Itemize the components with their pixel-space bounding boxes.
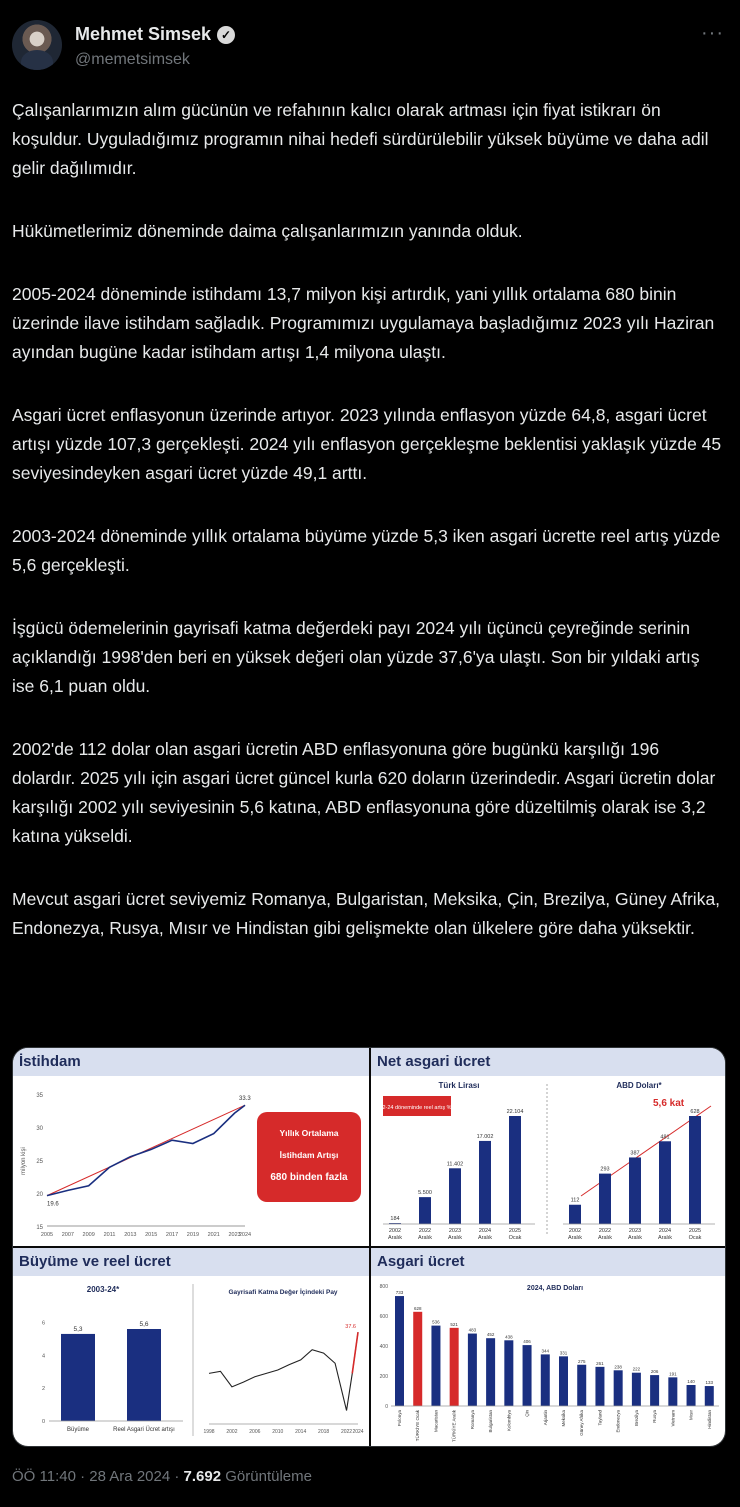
y-tick-label: 800 (379, 1284, 388, 1290)
y-tick-label: 4 (41, 1353, 45, 1360)
bar (419, 1197, 431, 1224)
data-label: 37.6 (345, 1324, 356, 1331)
bar (504, 1340, 513, 1406)
x-tick-label: Güney Afrika (579, 1410, 585, 1436)
bar (705, 1386, 714, 1406)
bar (687, 1385, 696, 1406)
callout-text: İstihdam Artışı (279, 1150, 339, 1160)
x-tick-label: Ocak (508, 1235, 522, 1241)
bar (541, 1354, 550, 1406)
x-tick-label: Çin (524, 1410, 530, 1417)
x-tick-label: Romanya (469, 1410, 475, 1430)
more-options-icon[interactable]: ··· (701, 22, 724, 44)
chart-net-asgari-ucret[interactable] (371, 1048, 725, 1246)
bar-value-label: 5,3 (73, 1325, 83, 1333)
y-tick-label: 6 (41, 1320, 45, 1327)
x-tick-label: Reel Asgari Ücret artışı (113, 1427, 175, 1433)
recent-increase-line (352, 1332, 358, 1373)
x-tick-label: Aralık (567, 1235, 583, 1241)
x-tick-label: Macaristan (433, 1410, 439, 1433)
x-tick-label: Aralık (657, 1235, 673, 1241)
bar (569, 1205, 581, 1224)
author-name-row (75, 24, 235, 45)
x-tick-label: 2009 (82, 1232, 95, 1238)
x-tick-label: Kolombiya (506, 1410, 512, 1432)
bar (614, 1370, 623, 1406)
bar (450, 1328, 459, 1406)
x-tick-label: 2024 (658, 1228, 672, 1234)
y-tick-label: 20 (36, 1192, 43, 1198)
tweet-paragraph: Hükümetlerimiz döneminde daima çalışanlarımızın yanında olduk. (12, 221, 523, 241)
x-tick-label: Hindistan (706, 1410, 712, 1429)
chart-title: Asgari ücret (371, 1248, 725, 1276)
x-tick-label: Ocak (688, 1235, 702, 1241)
tweet-time[interactable]: ÖÖ 11:40 (12, 1468, 76, 1485)
x-tick-label: 2014 (295, 1429, 307, 1435)
employment-chart (13, 1076, 369, 1246)
x-tick-label: Vietnam (670, 1410, 676, 1427)
verified-badge-icon: ✓ (217, 26, 235, 44)
chart-title: Büyüme ve reel ücret (13, 1248, 369, 1276)
minimum-wage-comparison-chart (371, 1276, 725, 1446)
x-tick-label: Aralık (477, 1235, 493, 1241)
y-tick-label: 200 (379, 1374, 388, 1380)
x-tick-label: Bulgaristan (488, 1410, 494, 1433)
bar (486, 1338, 495, 1406)
y-tick-label: 25 (36, 1159, 43, 1165)
bar-value-label: 112 (570, 1197, 580, 1204)
x-tick-label: 2006 (249, 1429, 261, 1435)
x-tick-label: Polonya (397, 1410, 402, 1427)
bar (559, 1356, 568, 1406)
bar (629, 1157, 641, 1224)
x-tick-label: Aralık (387, 1235, 403, 1241)
x-tick-label: TÜRKİYE Ocak (415, 1410, 421, 1442)
x-tick-label: 2022 (340, 1429, 353, 1435)
tweet-header (12, 20, 728, 76)
bar (595, 1367, 604, 1406)
x-tick-label: 2022 (598, 1228, 612, 1234)
x-tick-label: 2021 (207, 1232, 220, 1238)
x-tick-label: 2018 (318, 1429, 330, 1435)
note-text: 2002-24 döneminde reel artış %218 (373, 1105, 461, 1111)
bar-value-label: 206 (650, 1369, 659, 1375)
bar-value-label: 481 (660, 1134, 670, 1141)
x-tick-label: 2024 (238, 1232, 252, 1238)
bar-value-label: 628 (690, 1109, 700, 1115)
bar-value-label: 140 (687, 1379, 695, 1384)
bar-value-label: 5.500 (418, 1190, 432, 1197)
bar-value-label: 387 (630, 1150, 640, 1157)
author-handle[interactable]: @memetsimsek (75, 51, 190, 68)
bar (668, 1377, 677, 1406)
chart-asgari-ucret[interactable] (371, 1248, 725, 1446)
x-tick-label: Aralık (597, 1235, 613, 1241)
bar-value-label: 438 (505, 1334, 513, 1340)
tweet-paragraph: Çalışanlarımızın alım gücünün ve refahının kalıcı olarak artması için fiyat istikrarı ön koşuldur. Uyguladığımız programın nihai hedefi sürdürülebilir yüksek büyüme ve daha adil gelir dağılımıdır. (12, 100, 709, 178)
bar (659, 1141, 671, 1224)
bar-value-label: 406 (523, 1339, 531, 1345)
panel-subtitle: ABD Doları* (616, 1081, 662, 1090)
view-count: 7.692 (183, 1468, 222, 1485)
bar (632, 1373, 641, 1406)
x-tick-label: Aralık (417, 1235, 433, 1241)
x-tick-label: 2010 (272, 1429, 284, 1435)
bar (577, 1365, 586, 1406)
x-tick-label: Brezilya (633, 1410, 639, 1427)
bar (479, 1141, 491, 1224)
panel-subtitle: 2024, ABD Doları (526, 1285, 584, 1292)
tweet-paragraph: Mevcut asgari ücret seviyemiz Romanya, Bulgaristan, Meksika, Çin, Brezilya, Güney Afrika, Endonezya, Rusya, Mısır ve Hindistan gibi gelişmekte olan ülkelere göre daha yüksektir. (12, 889, 721, 938)
x-tick-label: 2002 (388, 1228, 402, 1234)
note-text: 5,6 kat (653, 1098, 685, 1109)
separator: · (174, 1468, 180, 1485)
tweet-footer (12, 1468, 312, 1485)
x-tick-label: 2005 (40, 1232, 54, 1238)
x-tick-label: Büyüme (66, 1427, 90, 1433)
x-tick-label: Aralık (627, 1235, 643, 1241)
bar-value-label: 275 (577, 1358, 586, 1364)
tweet-paragraph: 2002'de 112 dolar olan asgari ücretin ABD enflasyonuna göre bugünkü karşılığı 196 dolardır. 2025 yılı için asgari ücret güncel kurla 620 doların üzerindedir. Asgari ücretin dolar karşılığı 2002 yılı seviyesinin 5,6 katına, ABD enflasyonuna göre düzeltilmiş olarak ise 3,2 katına yükseldi. (12, 739, 716, 846)
bar-value-label: 5,6 (139, 1321, 149, 1328)
bar (523, 1345, 532, 1406)
tweet-paragraph: 2005-2024 döneminde istihdamı 13,7 milyon kişi artırdık, yani yıllık ortalama 680 binin üzerinde ilave istihdam sağladık. Programımızı uygulamaya başladığımız 2023 yılı Haziran ayından bugüne kadar istihdam artışı 1,4 milyona ulaştı. (12, 284, 715, 362)
x-tick-label: 1998 (203, 1429, 215, 1435)
bar-value-label: 22.104 (506, 1109, 524, 1115)
y-tick-label: 0 (41, 1419, 45, 1425)
bar (468, 1334, 477, 1406)
bar-value-label: 521 (450, 1321, 458, 1327)
bar-value-label: 133 (705, 1380, 714, 1386)
chart-title: İstihdam (13, 1048, 369, 1076)
net-wage-chart (371, 1076, 725, 1246)
x-tick-label: Meksika (561, 1410, 566, 1427)
x-tick-label: Tayland (597, 1410, 603, 1426)
bar-value-label: 483 (468, 1327, 477, 1333)
line-chart-title: Gayrisafi Katma Değer İçindeki Pay (228, 1289, 338, 1296)
y-tick-label: 35 (36, 1093, 43, 1099)
chart-title: Net asgari ücret (371, 1048, 725, 1076)
x-tick-label: Rusya (652, 1410, 658, 1423)
views-label: Görüntüleme (225, 1468, 312, 1485)
bar (127, 1329, 161, 1421)
bar (689, 1116, 701, 1224)
panel-subtitle: Türk Lirası (438, 1081, 480, 1090)
bar-value-label: 452 (486, 1332, 495, 1338)
bar-value-label: 184 (390, 1216, 400, 1223)
tweet-date[interactable]: 28 Ara 2024 (89, 1468, 171, 1485)
x-tick-label: 2023 (628, 1228, 642, 1234)
avatar[interactable] (12, 20, 62, 70)
x-tick-label: 2025 (508, 1228, 522, 1234)
bar-value-label: 222 (632, 1366, 641, 1372)
data-label: 19.6 (47, 1201, 59, 1208)
y-tick-label: 30 (36, 1126, 43, 1132)
x-tick-label: 2023 (228, 1232, 241, 1238)
y-tick-label: 0 (385, 1404, 388, 1410)
bar-value-label: 238 (614, 1364, 622, 1370)
bar (650, 1375, 659, 1406)
x-tick-label: TÜRKİYE Aralık (451, 1410, 457, 1443)
bar-value-label: 536 (432, 1319, 440, 1325)
bar (599, 1174, 611, 1224)
bar (431, 1326, 440, 1406)
bar-value-label: 733 (395, 1290, 404, 1296)
x-tick-label: 2015 (145, 1232, 158, 1238)
bar (61, 1334, 95, 1421)
bar-value-label: 191 (669, 1371, 677, 1377)
panel-subtitle: 2003-24* (86, 1285, 120, 1294)
bar-value-label: 331 (559, 1350, 568, 1356)
x-tick-label: 2023 (448, 1228, 462, 1234)
x-tick-label: Arjantin (542, 1410, 548, 1426)
bar-value-label: 628 (413, 1305, 422, 1311)
chart-istihdam[interactable] (13, 1048, 369, 1246)
x-tick-label: 2024 (352, 1429, 364, 1435)
media-grid[interactable] (12, 1047, 726, 1447)
tweet-paragraph: İşgücü ödemelerinin gayrisafi katma değerdeki payı 2024 yılı üçüncü çeyreğinde serinin açıklandığı 1998'den beri en yüksek değeri olan yüzde 37,6'ya ulaştı. Son bir yıldaki artış ise 6,1 puan oldu. (12, 618, 700, 696)
bar-value-label: 17.002 (476, 1133, 494, 1140)
y-tick-label: 15 (36, 1225, 43, 1231)
y-axis-label: milyon kişi (21, 1147, 27, 1175)
x-tick-label: 2025 (688, 1228, 702, 1234)
separator: · (80, 1468, 86, 1485)
bar-value-label: 261 (596, 1360, 604, 1366)
x-tick-label: Mısır (688, 1410, 694, 1420)
y-tick-label: 400 (379, 1344, 388, 1350)
tweet-paragraph: 2003-2024 döneminde yıllık ortalama büyüme yüzde 5,3 iken asgari ücrette reel artış yüzde 5,6 gerçekleşti. (12, 526, 721, 575)
x-tick-label: 2011 (103, 1232, 116, 1238)
y-tick-label: 600 (379, 1314, 388, 1320)
growth-wage-chart (13, 1276, 369, 1446)
x-tick-label: 2002 (568, 1228, 582, 1234)
x-tick-label: 2002 (226, 1429, 238, 1435)
bar-value-label: 293 (600, 1166, 610, 1173)
x-tick-label: 2007 (61, 1232, 74, 1238)
bar (395, 1296, 404, 1406)
bar (413, 1312, 422, 1406)
x-tick-label: 2013 (124, 1232, 137, 1238)
x-tick-label: 2022 (418, 1228, 432, 1234)
callout-text: Yıllık Ortalama (279, 1128, 339, 1138)
labour-share-line (209, 1332, 358, 1410)
x-tick-label: Endonezya (615, 1410, 621, 1433)
bar (509, 1116, 521, 1224)
tweet-text (12, 96, 724, 977)
x-tick-label: 2019 (186, 1232, 200, 1238)
x-tick-label: 2017 (165, 1232, 179, 1238)
chart-buyume-reel-ucret[interactable] (13, 1248, 369, 1446)
author-name[interactable]: Mehmet Simsek (75, 24, 212, 44)
tweet-paragraph: Asgari ücret enflasyonun üzerinde artıyor. 2023 yılında enflasyon yüzde 64,8, asgari ücret artışı yüzde 107,3 gerçekleşti. 2024 yılı enflasyon gerçekleşme beklentisi yaklaşık yüzde 45 seviyesindeyken asgari ücret yüzde 49,1 arttı. (12, 405, 722, 483)
bar-value-label: 11.402 (446, 1161, 464, 1168)
y-tick-label: 2 (41, 1386, 45, 1393)
x-tick-label: Aralık (447, 1235, 463, 1241)
data-label: 33.3 (239, 1096, 251, 1103)
callout-text: 680 binden fazla (270, 1172, 348, 1183)
x-tick-label: 2024 (478, 1228, 492, 1234)
bar-value-label: 344 (541, 1348, 550, 1354)
bar (449, 1168, 461, 1224)
